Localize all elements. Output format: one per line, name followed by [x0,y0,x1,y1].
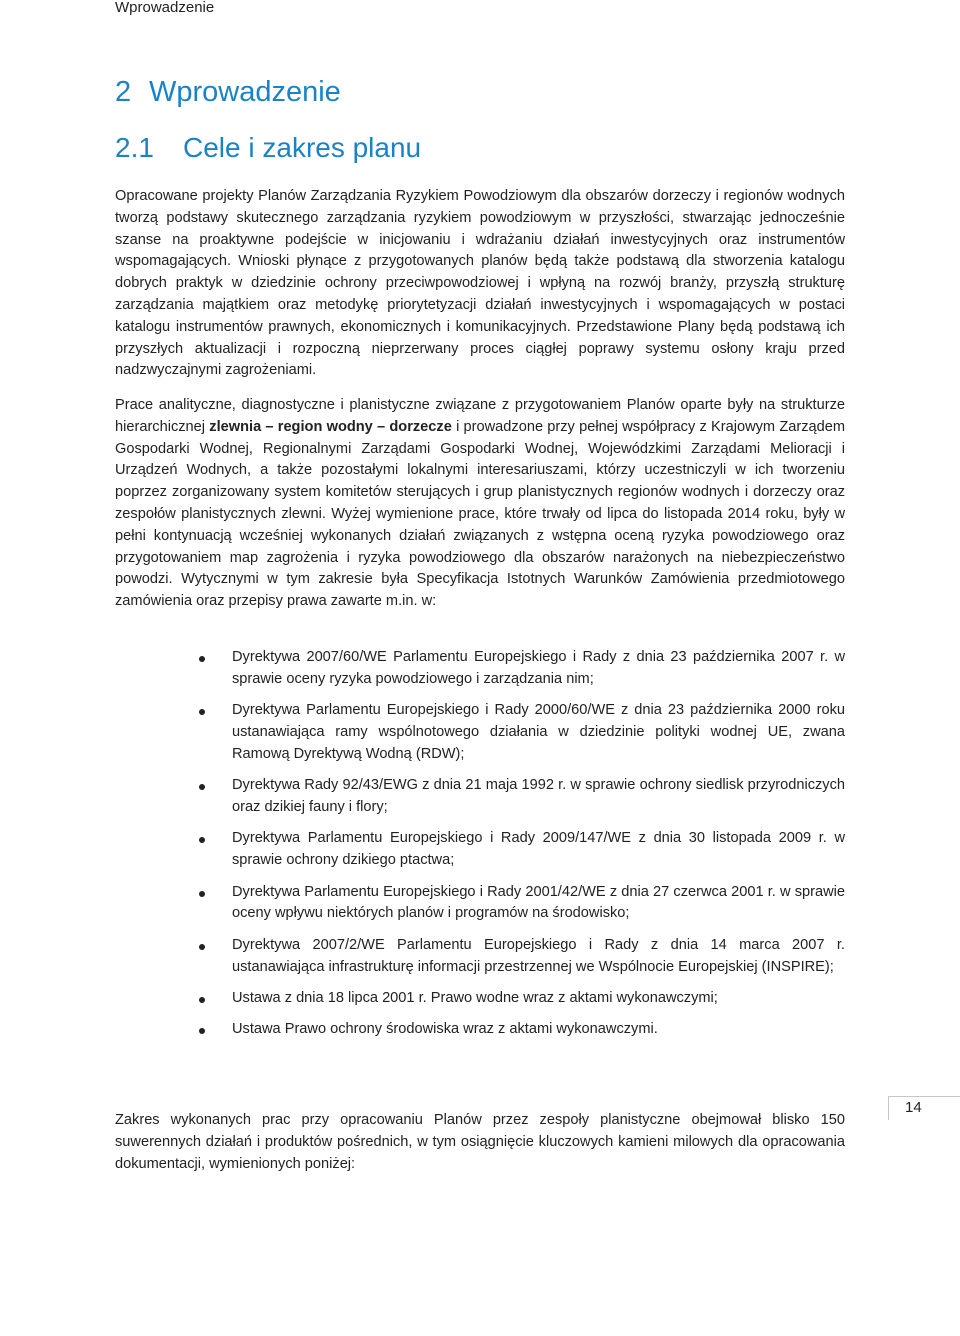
bold-phrase: zlewnia – region wodny – dorzecze [209,418,452,435]
page-number-divider [888,1096,889,1120]
paragraph-text: Opracowane projekty Planów Zarządzania Ryzykiem Powodziowym dla obszarów dorzeczy i regionów wodnych tworzą podstawy skutecznego zarządzania ryzykiem powodziowym w przyszłości, stwarzając jednocześnie szanse na proaktywne podejście w inicjowaniu i wdrażaniu działań inwestycyjnych oraz instrumentów wspomagających. Wnioski płynące z przygotowanych planów będą także podstawą dla stworzenia katalogu dobrych praktyk w dziedzinie ochrony przeciwpowodziowej i wpłyną na rozwój branży, przyszłą strukturę zarządzania majątkiem oraz metodykę priorytetyzacji działań inwestycyjnych i wspomagających w postaci katalogu instrumentów prawnych, ekonomicznych i komunikacyjnych. Przedstawione Plany będą podstawą ich przyszłych aktualizacji i rozpoczną nieprzerwany proces ciągłej poprawy systemu osłony kraju przed nadzwyczajnymi zagrożeniami. [115,188,845,379]
list-item [115,700,845,765]
chapter-heading [115,76,341,109]
list-item [115,988,845,1010]
list-item-text: Dyrektywa Parlamentu Europejskiego i Rady 2009/147/WE z dnia 30 listopada 2009 r. w sprawie ochrony dzikiego ptactwa; [232,830,845,869]
running-header: Wprowadzenie [115,0,215,16]
bullet-icon [199,709,205,715]
page-number: 14 [905,1099,922,1116]
list-item-text: Dyrektywa Rady 92/43/EWG z dnia 21 maja 1992 r. w sprawie ochrony siedlisk przyrodniczych oraz dzikiej fauny i flory; [232,777,845,815]
paragraph-text-end: i prowadzone przy pełnej współpracy z Krajowym Zarządem Gospodarki Wodnej, Regionalnymi Zarządami Gospodarki Wodnej, Wojewódzkimi Zarządami Melioracji i Urządzeń Wodnych, a także pozostałymi lokalnymi interesariuszami, którzy uczestniczyli w ich tworzeniu poprzez zorganizowany system komitetów sterujących i grup planistycznych regionów wodnych i dorzeczy oraz zespołów planistycznych zlewni. Wyżej wymienione prace, które trwały od lipca do listopada 2014 roku, były w pełni kontynuacją wcześniej wykonanych działań związanych z wstępna oceną ryzyka powodziowego oraz przygotowaniem map zagrożenia i ryzyka powodziowego dla obszarów narażonych na niebezpieczeństwo powodzi. Wytycznymi w tym zakresie była Specyfikacja Istotnych Warunków Zamówienia przedmiotowego zamówienia oraz przepisy prawa zawarte m.in. w: [115,418,846,610]
list-item-text: Ustawa z dnia 18 lipca 2001 r. Prawo wodne wraz z aktami wykonawczymi; [232,989,718,1006]
bullet-icon [199,891,205,897]
chapter-number: 2 [115,76,132,108]
section-heading [115,132,421,164]
paragraph-text: Zakres wykonanych prac przy opracowaniu Planów przez zespoły planistyczne obejmował blisko 150 suwerennych działań i produktów pośrednich, w tym osiągnięcie kluczowych kamieni milowych dla opracowania dokumentacji, wymienionych poniżej: [115,1112,845,1172]
bullet-icon [199,837,205,843]
list-item-text: Dyrektywa 2007/60/WE Parlamentu Europejskiego i Rady z dnia 23 października 2007 r. w sprawie oceny ryzyka powodziowego i zarządzania nim; [232,649,845,687]
list-item [115,935,845,979]
section-number: 2.1 [115,132,154,163]
bullet-icon [199,997,205,1003]
list-item-text: Dyrektywa Parlamentu Europejskiego i Rady 2000/60/WE z dnia 23 października 2000 roku ustanawiająca ramy wspólnotowego działania w dziedzinie polityki wodnej UE, zwana Ramową Dyrektywą Wodną (RDW); [232,702,845,762]
bullet-icon [199,1028,205,1034]
list-item [115,1019,845,1041]
list-item-text: Dyrektywa 2007/2/WE Parlamentu Europejskiego i Rady z dnia 14 marca 2007 r. ustanawiająca infrastrukturę informacji przestrzennej we Wspólnocie Europejskiej (INSPIRE); [232,936,845,975]
list-item-text: Ustawa Prawo ochrony środowiska wraz z aktami wykonawczymi. [232,1021,658,1038]
paragraph-text [115,395,845,613]
paragraph-intro [115,186,845,382]
bullet-icon [199,944,205,950]
paragraph-analysis [115,395,845,613]
list-item [115,647,845,691]
list-item [115,882,845,926]
paragraph-text-start: Prace analityczne, diagnostyczne i planistyczne związane z przygotowaniem Planów oparte były na strukturze hierarchicznej [115,397,845,435]
page-number-rule [888,1096,960,1097]
legal-references-list [115,647,845,1051]
bullet-icon [199,784,205,790]
section-title: Cele i zakres planu [183,132,422,163]
bullet-icon [199,656,205,662]
paragraph-scope [115,1110,845,1175]
list-item [115,828,845,872]
list-item [115,775,845,819]
chapter-title: Wprowadzenie [149,76,341,108]
list-item-text: Dyrektywa Parlamentu Europejskiego i Rady 2001/42/WE z dnia 27 czerwca 2001 r. w sprawie oceny wpływu niektórych planów i programów na środowisko; [232,883,845,922]
